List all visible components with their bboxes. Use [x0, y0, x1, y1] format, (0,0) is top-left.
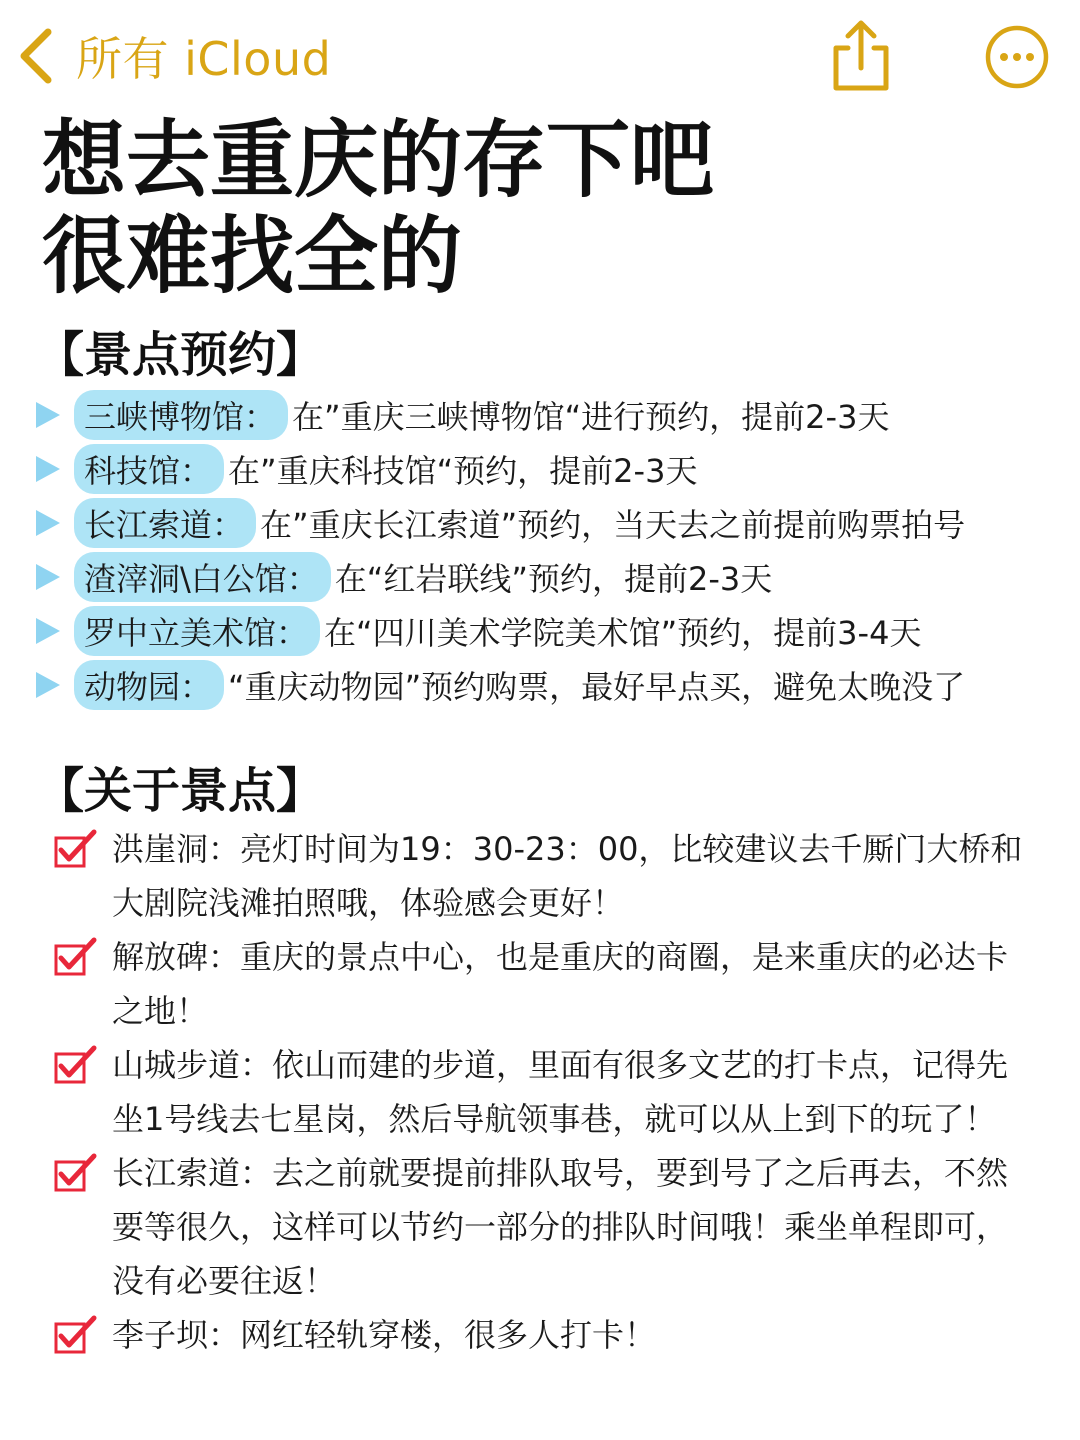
list-item[interactable] — [54, 930, 1034, 1038]
about-text: 山城步道：依山而建的步道，里面有很多文艺的打卡点，记得先坐1号线去七星岗，然后导航领事巷，就可以从上到下的玩了！ — [112, 1046, 1009, 1138]
section-heading-booking: 【景点预约】 — [36, 327, 325, 383]
checkbox-check-icon — [54, 1044, 98, 1086]
booking-list — [36, 388, 1076, 712]
attraction-name: 罗中立美术馆： — [74, 606, 320, 656]
attraction-name: 渣滓洞\白公馆： — [74, 552, 331, 602]
triangle-bullet-icon — [36, 456, 60, 482]
list-item[interactable] — [36, 496, 1076, 550]
list-item[interactable] — [36, 550, 1076, 604]
checkbox-check-icon — [54, 1314, 98, 1356]
triangle-bullet-icon — [36, 402, 60, 428]
about-text: 李子坝：网红轻轨穿楼，很多人打卡！ — [112, 1316, 657, 1354]
list-item[interactable] — [54, 1038, 1034, 1146]
about-text: 长江索道：去之前就要提前排队取号，要到号了之后再去，不然要等很久，这样可以节约一部分的排队时间哦！乘坐单程即可，没有必要往返！ — [112, 1154, 1009, 1300]
more-button[interactable] — [984, 24, 1050, 90]
checkbox-check-icon — [54, 936, 98, 978]
attraction-name: 动物园： — [74, 660, 224, 710]
list-item[interactable] — [36, 604, 1076, 658]
attraction-name: 三峡博物馆： — [74, 390, 288, 440]
attraction-name: 科技馆： — [74, 444, 224, 494]
attraction-name: 长江索道： — [74, 498, 256, 548]
more-icon — [984, 24, 1050, 90]
booking-desc: 在“四川美术学院美术馆”预约，提前3-4天 — [324, 614, 922, 652]
booking-desc: 在“红岩联线”预约，提前2-3天 — [334, 560, 773, 598]
list-item[interactable] — [54, 1308, 1034, 1362]
checkbox-check-icon — [54, 1152, 98, 1194]
chevron-left-icon — [16, 26, 56, 86]
booking-desc: “重庆动物园”预约购票，最好早点买，避免太晚没了 — [228, 668, 966, 706]
about-text: 解放碑：重庆的景点中心，也是重庆的商圈，是来重庆的必达卡之地！ — [112, 938, 1009, 1030]
section-heading-about: 【关于景点】 — [36, 763, 325, 819]
triangle-bullet-icon — [36, 510, 60, 536]
about-list — [54, 822, 1034, 1362]
triangle-bullet-icon — [36, 672, 60, 698]
back-button-label: 所有 iCloud — [76, 32, 332, 86]
booking-desc: 在”重庆长江索道”预约，当天去之前提前购票拍号 — [260, 506, 966, 544]
title-line: 很难找全的 — [42, 207, 463, 305]
triangle-bullet-icon — [36, 564, 60, 590]
share-icon — [826, 18, 896, 94]
list-item[interactable] — [36, 388, 1076, 442]
list-item[interactable] — [36, 658, 1076, 712]
list-item[interactable] — [54, 1146, 1034, 1308]
nav-bar — [0, 0, 1080, 112]
list-item[interactable] — [54, 822, 1034, 930]
note-title[interactable] — [42, 112, 714, 304]
triangle-bullet-icon — [36, 618, 60, 644]
booking-desc: 在”重庆三峡博物馆“进行预约，提前2-3天 — [292, 398, 890, 436]
booking-desc: 在”重庆科技馆“预约，提前2-3天 — [228, 452, 698, 490]
checkbox-check-icon — [54, 828, 98, 870]
share-button[interactable] — [826, 18, 896, 94]
list-item[interactable] — [36, 442, 1076, 496]
title-line: 想去重庆的存下吧 — [42, 111, 715, 209]
about-text: 洪崖洞：亮灯时间为19：30-23：00，比较建议去千厮门大桥和大剧院浅滩拍照哦，体验感会更好！ — [112, 830, 1023, 922]
back-button[interactable] — [16, 26, 331, 86]
